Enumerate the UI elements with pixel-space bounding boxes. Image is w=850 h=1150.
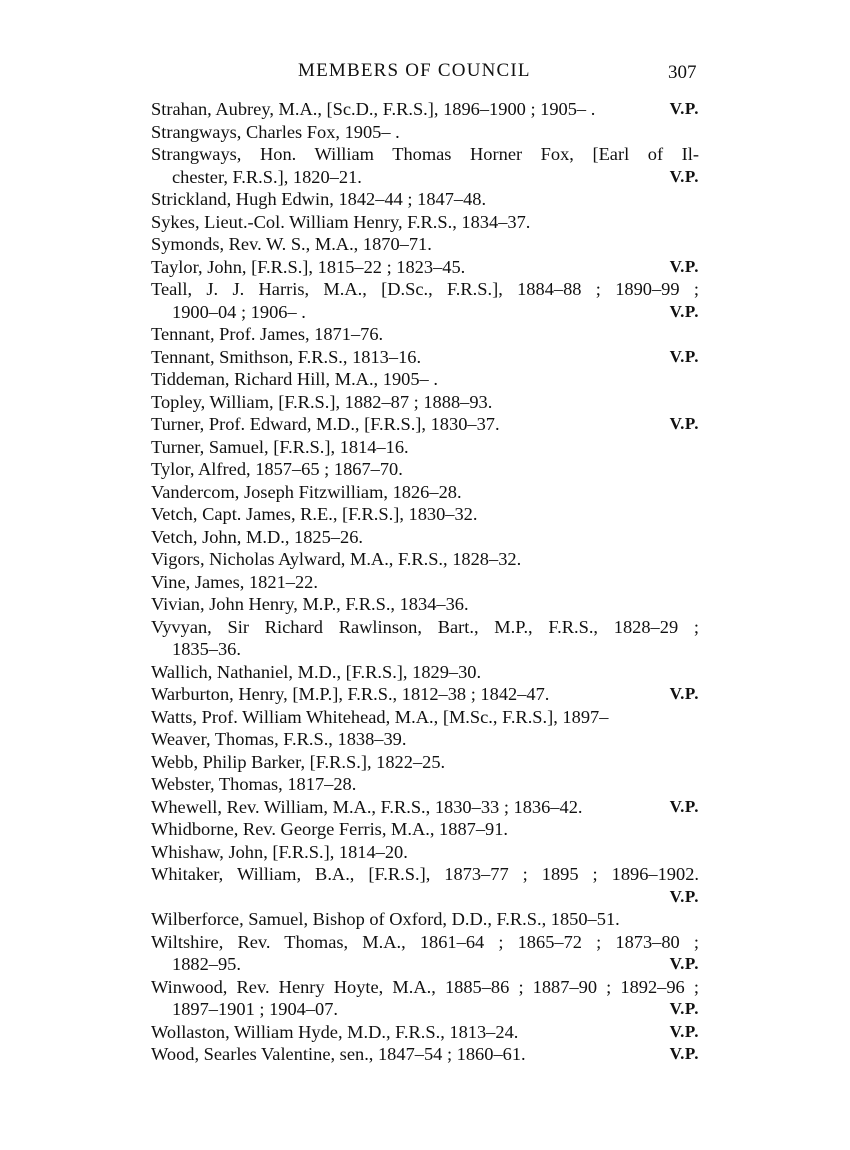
vice-president-mark: V.P.: [669, 346, 699, 366]
entry-text: Tylor, Alfred, 1857–65 ; 1867–70.: [151, 459, 403, 479]
entry-text: Whishaw, John, [F.R.S.], 1814–20.: [151, 841, 408, 862]
member-entry: [151, 143, 699, 188]
entry-text: Wood, Searles Valentine, sen., 1847–54 ; 1860–61.: [151, 1044, 526, 1064]
entry-text: Strangways, Charles Fox, 1905– .: [151, 121, 400, 142]
entry-text: Tennant, Prof. James, 1871–76.: [151, 324, 384, 344]
entry-text: Teall, J. J. Harris, M.A., [D.Sc., F.R.S.], 1884–88 ; 1890–99 ;: [151, 279, 699, 299]
member-entry: [151, 278, 699, 323]
entry-text: Whewell, Rev. William, M.A., F.R.S., 1830–33 ; 1836–42.: [151, 796, 583, 817]
entry-text: Watts, Prof. William Whitehead, M.A., [M.Sc., F.R.S.], 1897–: [151, 706, 609, 727]
entry-text: Webb, Philip Barker, [F.R.S.], 1822–25.: [151, 751, 446, 772]
entry-text: Strickland, Hugh Edwin, 1842–44 ; 1847–48.: [151, 189, 487, 209]
member-entry: [151, 526, 699, 549]
member-entry: [151, 188, 699, 211]
vice-president-mark: V.P.: [669, 886, 699, 906]
member-entry: [151, 458, 699, 481]
member-entry: [151, 908, 699, 931]
member-entry: [151, 661, 699, 684]
vice-president-mark: V.P.: [669, 414, 699, 433]
entry-text: Vetch, Capt. James, R.E., [F.R.S.], 1830–32.: [151, 504, 478, 524]
entry-text: Turner, Prof. Edward, M.D., [F.R.S.], 1830–37.: [151, 414, 500, 434]
entry-continuation-text: 1897–1901 ; 1904–07.: [172, 999, 339, 1019]
entry-text: Strahan, Aubrey, M.A., [Sc.D., F.R.S.], 1896–1900 ; 1905– .: [151, 99, 596, 119]
member-entry: [151, 391, 699, 414]
entry-text: Webster, Thomas, 1817–28.: [151, 774, 357, 794]
entry-text: Whitaker, William, B.A., [F.R.S.], 1873–77 ; 1895 ; 1896–1902.: [151, 864, 699, 884]
entry-continuation-text: 1882–95.: [172, 954, 241, 974]
vice-president-mark: V.P.: [669, 1044, 699, 1063]
vice-president-mark: V.P.: [669, 1021, 699, 1041]
entry-continuation-text: [151, 886, 699, 909]
entry-text: Wollaston, William Hyde, M.D., F.R.S., 1813–24.: [151, 1021, 519, 1042]
vice-president-mark: V.P.: [669, 256, 699, 276]
entry-text: Vigors, Nicholas Aylward, M.A., F.R.S., 1828–32.: [151, 549, 522, 569]
entry-text: Vine, James, 1821–22.: [151, 571, 318, 592]
member-entry: [151, 976, 699, 1021]
member-entry: [151, 818, 699, 841]
member-entry: [151, 931, 699, 976]
member-entry: [151, 346, 699, 369]
member-entry: [151, 481, 699, 504]
entry-text: Vetch, John, M.D., 1825–26.: [151, 526, 363, 547]
member-entry: [151, 751, 699, 774]
vice-president-mark: V.P.: [669, 954, 699, 973]
entry-text: Taylor, John, [F.R.S.], 1815–22 ; 1823–45.: [151, 256, 466, 277]
entry-text: Tiddeman, Richard Hill, M.A., 1905– .: [151, 369, 438, 389]
entry-text: Whidborne, Rev. George Ferris, M.A., 1887–91.: [151, 819, 509, 839]
entry-text: Symonds, Rev. W. S., M.A., 1870–71.: [151, 234, 432, 254]
member-entry: [151, 503, 699, 526]
entry-text: Wiltshire, Rev. Thomas, M.A., 1861–64 ; 1865–72 ; 1873–80 ;: [151, 931, 699, 952]
entry-continuation-text: 1900–04 ; 1906– .: [172, 301, 306, 322]
member-entry: [151, 413, 699, 436]
member-entry: [151, 863, 699, 908]
member-entry: [151, 773, 699, 796]
member-entry: [151, 211, 699, 234]
member-entry: [151, 98, 699, 121]
running-header-title: MEMBERS OF COUNCIL: [298, 60, 531, 81]
vice-president-mark: V.P.: [669, 99, 699, 118]
member-entry: [151, 683, 699, 706]
entry-text: Weaver, Thomas, F.R.S., 1838–39.: [151, 729, 407, 749]
vice-president-mark: V.P.: [669, 796, 699, 816]
entry-text: Topley, William, [F.R.S.], 1882–87 ; 1888–93.: [151, 391, 493, 412]
member-entry: [151, 1043, 699, 1066]
entry-text: Wilberforce, Samuel, Bishop of Oxford, D.D., F.R.S., 1850–51.: [151, 909, 620, 929]
member-entry: [151, 256, 699, 279]
entry-text: Winwood, Rev. Henry Hoyte, M.A., 1885–86 ; 1887–90 ; 1892–96 ;: [151, 976, 699, 997]
member-entry: [151, 616, 699, 661]
member-entry: [151, 1021, 699, 1044]
council-member-list: [151, 98, 699, 1066]
entry-text: Vandercom, Joseph Fitzwilliam, 1826–28.: [151, 481, 462, 502]
member-entry: [151, 436, 699, 459]
member-entry: [151, 323, 699, 346]
member-entry: [151, 368, 699, 391]
vice-president-mark: V.P.: [669, 166, 699, 186]
entry-text: Vivian, John Henry, M.P., F.R.S., 1834–36.: [151, 594, 469, 614]
entry-text: Turner, Samuel, [F.R.S.], 1814–16.: [151, 436, 409, 457]
member-entry: [151, 841, 699, 864]
entry-text: Strangways, Hon. William Thomas Horner Fox, [Earl of Il-: [151, 144, 699, 164]
page-number: 307: [668, 62, 697, 83]
member-entry: [151, 548, 699, 571]
entry-text: Sykes, Lieut.-Col. William Henry, F.R.S., 1834–37.: [151, 211, 531, 232]
member-entry: [151, 796, 699, 819]
member-entry: [151, 706, 699, 729]
vice-president-mark: V.P.: [669, 999, 699, 1018]
entry-text: Vyvyan, Sir Richard Rawlinson, Bart., M.P., F.R.S., 1828–29 ;: [151, 616, 699, 637]
vice-president-mark: V.P.: [669, 301, 699, 321]
member-entry: [151, 121, 699, 144]
member-entry: [151, 593, 699, 616]
entry-text: Warburton, Henry, [M.P.], F.R.S., 1812–38 ; 1842–47.: [151, 684, 550, 704]
vice-president-mark: V.P.: [669, 684, 699, 703]
entry-text: Wallich, Nathaniel, M.D., [F.R.S.], 1829–30.: [151, 661, 482, 682]
member-entry: [151, 571, 699, 594]
entry-text: Tennant, Smithson, F.R.S., 1813–16.: [151, 346, 422, 367]
entry-continuation-text: 1835–36.: [172, 639, 241, 659]
member-entry: [151, 728, 699, 751]
entry-continuation-text: chester, F.R.S.], 1820–21.: [172, 166, 362, 187]
member-entry: [151, 233, 699, 256]
